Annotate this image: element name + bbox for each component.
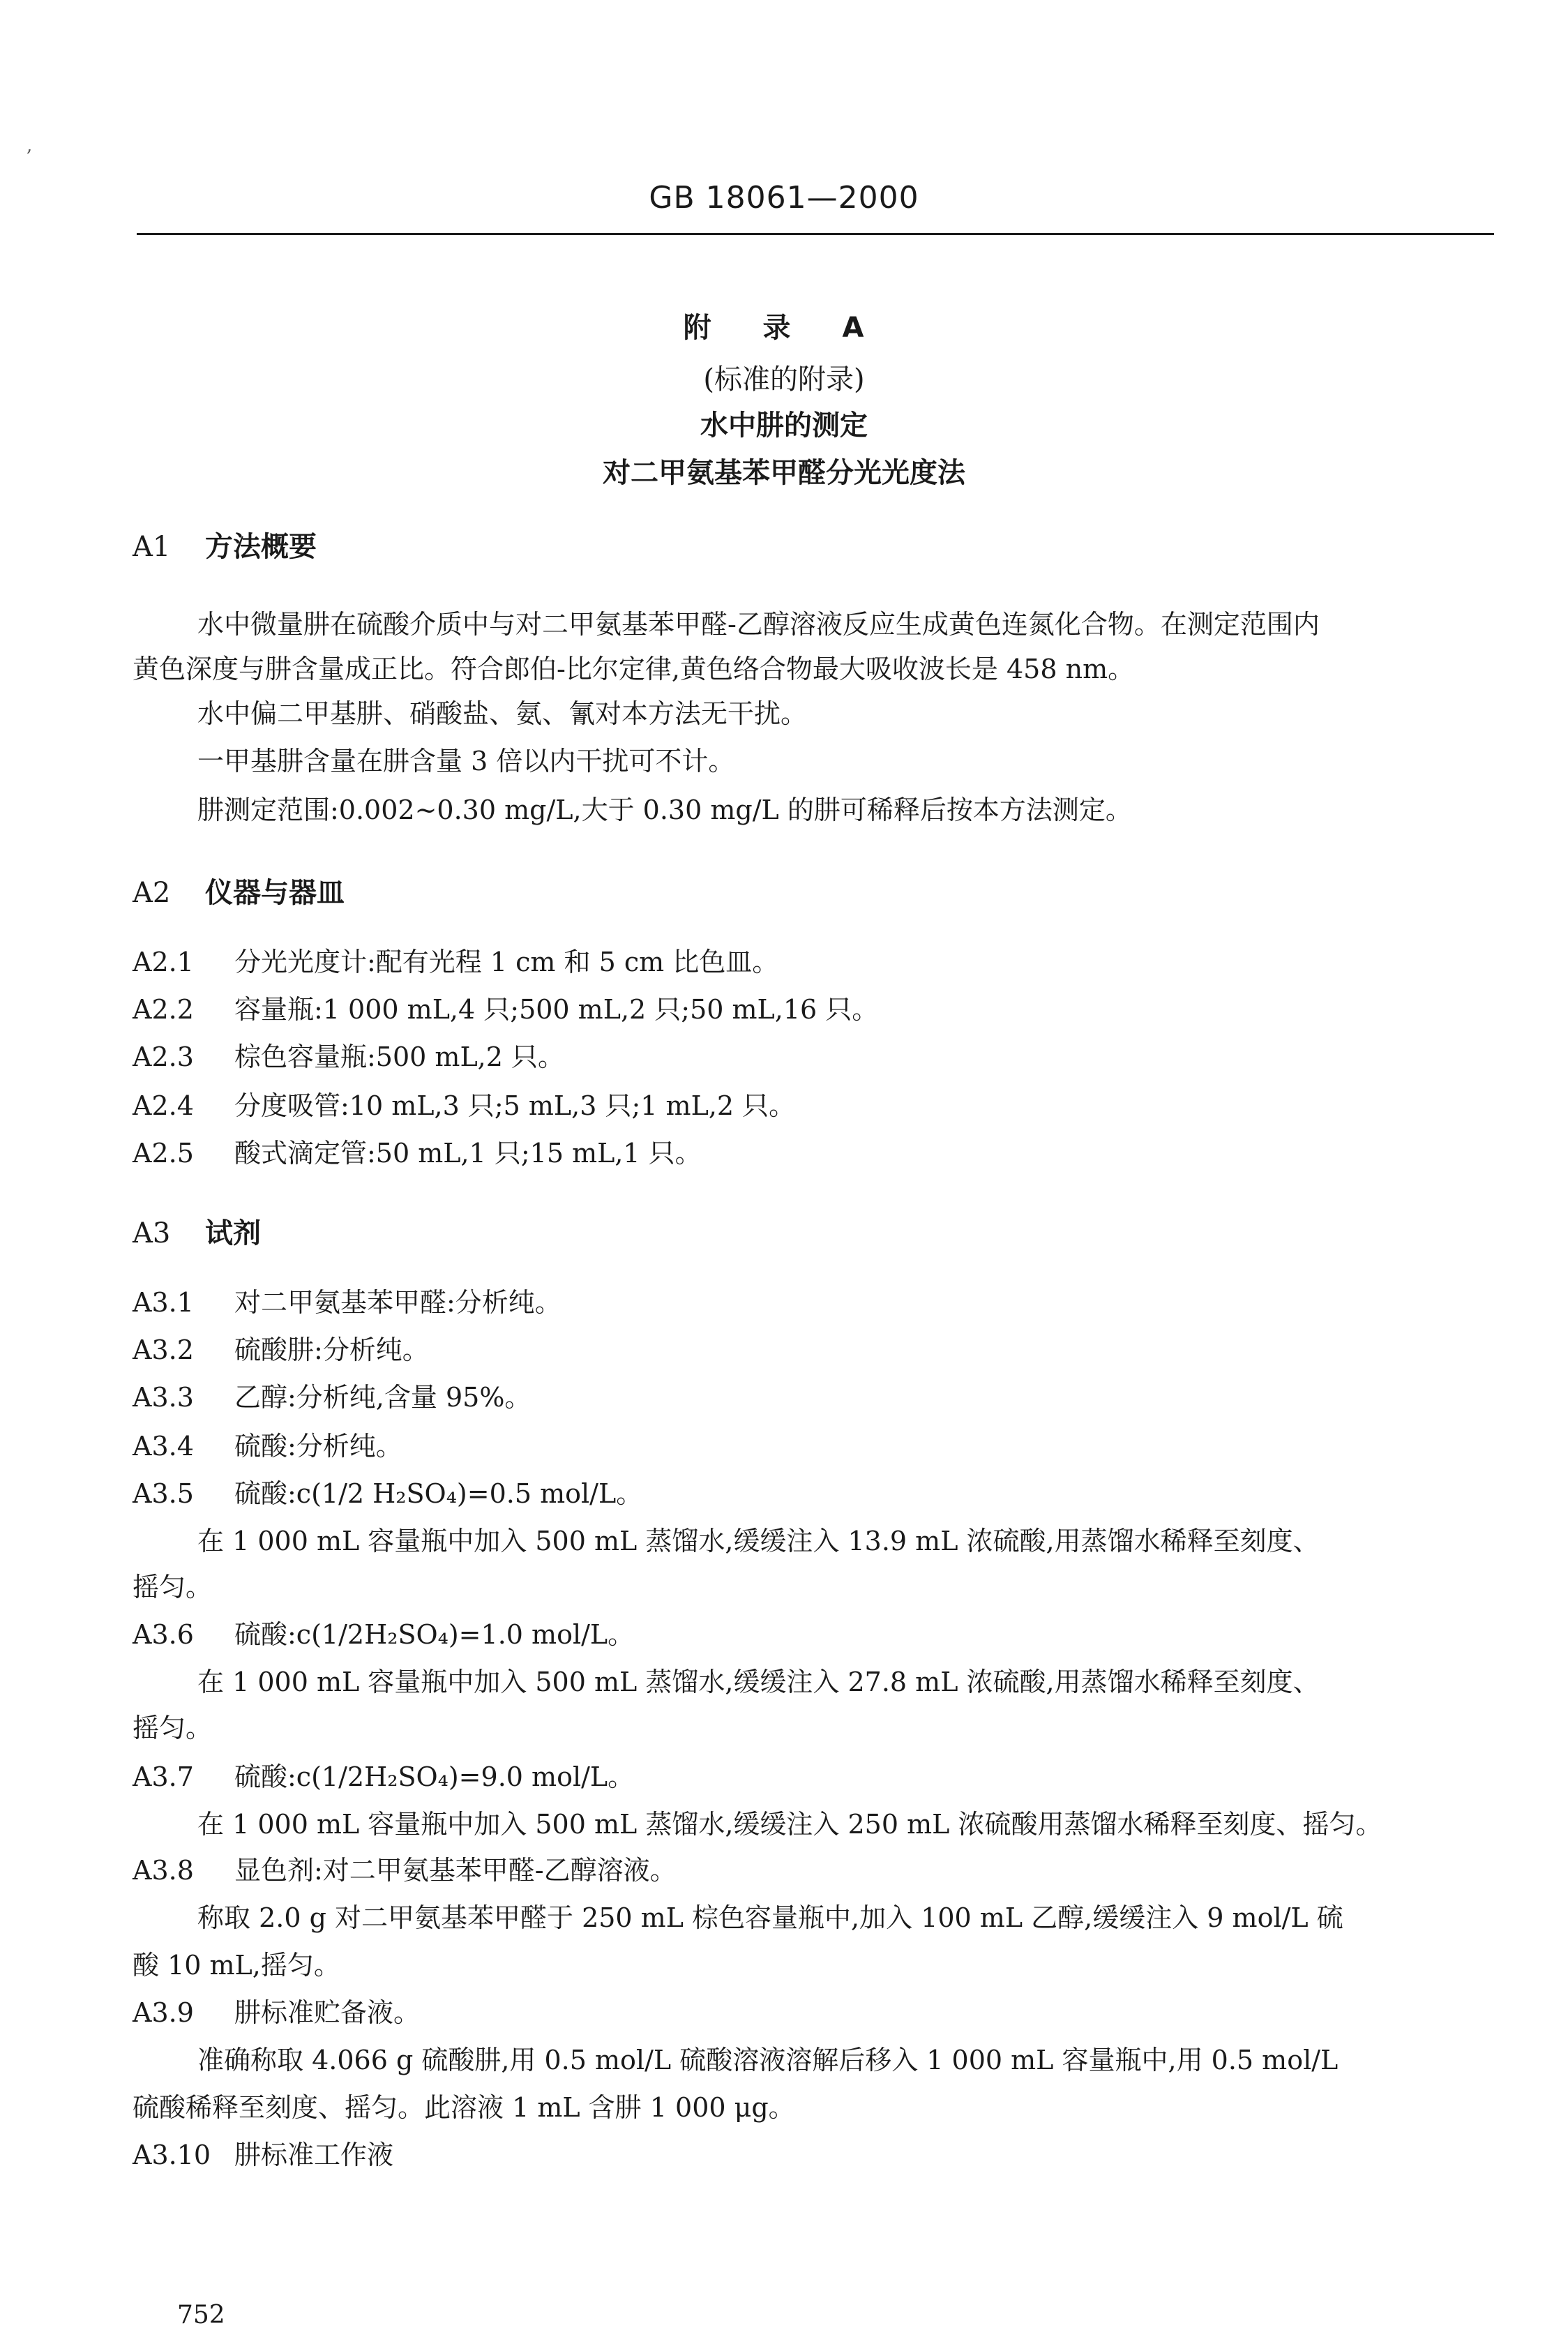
- a3-5-body-line-1: 在 1 000 mL 容量瓶中加入 500 mL 蒸馏水,缓缓注入 13.9 mL 浓硫酸,用蒸馏水稀释至刻度、: [197, 1526, 1320, 1556]
- a3-9-body-line-1: 准确称取 4.066 g 硫酸肼,用 0.5 mol/L 硫酸溶液溶解后移入 1 000 mL 容量瓶中,用 0.5 mol/L: [197, 2045, 1339, 2075]
- list-item: A3.9 肼标准贮备液。: [133, 1997, 421, 2028]
- list-item: A3.8 显色剂:对二甲氨基苯甲醛-乙醇溶液。: [133, 1855, 677, 1886]
- a3-7-body-line-1: 在 1 000 mL 容量瓶中加入 500 mL 蒸馏水,缓缓注入 250 mL 浓硫酸用蒸馏水稀释至刻度、摇匀。: [197, 1809, 1382, 1840]
- a1-paragraph-3: 一甲基肼含量在肼含量 3 倍以内干扰可不计。: [197, 746, 735, 776]
- a1-paragraph-4: 肼测定范围:0.002~0.30 mg/L,大于 0.30 mg/L 的肼可稀释后按本方法测定。: [197, 795, 1132, 825]
- list-item: A3.7 硫酸:c(1/2H₂SO₄)=9.0 mol/L。: [133, 1761, 635, 1792]
- a3-6-body-line-1: 在 1 000 mL 容量瓶中加入 500 mL 蒸馏水,缓缓注入 27.8 mL 浓硫酸,用蒸馏水稀释至刻度、: [197, 1667, 1320, 1697]
- a3-5-body-line-2: 摇匀。: [133, 1572, 213, 1602]
- list-item: A3.6 硫酸:c(1/2H₂SO₄)=1.0 mol/L。: [133, 1619, 635, 1650]
- section-title: 方法概要: [205, 531, 317, 563]
- section-title: 试剂: [205, 1217, 261, 1249]
- header-rule: [137, 233, 1494, 235]
- appendix-title: 附 录 A: [683, 312, 885, 344]
- a1-paragraph-1-line-1: 水中微量肼在硫酸介质中与对二甲氨基苯甲醛-乙醇溶液反应生成黄色连氮化合物。在测定范围内: [197, 609, 1320, 640]
- a1-paragraph-2: 水中偏二甲基肼、硝酸盐、氨、氰对本方法无干扰。: [197, 698, 808, 729]
- appendix-heading-2: 对二甲氨基苯甲醛分光光度法: [603, 457, 965, 489]
- list-item: A2.1 分光光度计:配有光程 1 cm 和 5 cm 比色皿。: [133, 947, 779, 977]
- section-title: 仪器与器皿: [205, 877, 345, 909]
- stray-mark: ,: [27, 135, 33, 156]
- list-item: A3.3 乙醇:分析纯,含量 95%。: [133, 1382, 532, 1413]
- list-item: A3.5 硫酸:c(1/2 H₂SO₄)=0.5 mol/L。: [133, 1478, 643, 1509]
- section-a3-heading: [133, 1211, 261, 1251]
- list-item: A2.2 容量瓶:1 000 mL,4 只;500 mL,2 只;50 mL,16 只。: [133, 994, 879, 1025]
- appendix-subtitle: (标准的附录): [703, 363, 865, 396]
- section-a1-heading: [133, 525, 317, 564]
- list-item: A3.1 对二甲氨基苯甲醛:分析纯。: [133, 1287, 561, 1318]
- page-number: 752: [177, 2301, 225, 2329]
- list-item: A2.3 棕色容量瓶:500 mL,2 只。: [133, 1042, 565, 1072]
- section-number: A3: [133, 1217, 171, 1249]
- list-item: A2.4 分度吸管:10 mL,3 只;5 mL,3 只;1 mL,2 只。: [133, 1090, 796, 1121]
- a3-6-body-line-2: 摇匀。: [133, 1713, 213, 1743]
- section-number: A1: [133, 531, 171, 563]
- list-item: A3.4 硫酸:分析纯。: [133, 1431, 402, 1462]
- a3-8-body-line-1: 称取 2.0 g 对二甲氨基苯甲醛于 250 mL 棕色容量瓶中,加入 100 mL 乙醇,缓缓注入 9 mol/L 硫: [197, 1902, 1343, 1933]
- list-item: A3.10 肼标准工作液: [133, 2140, 394, 2170]
- a3-8-body-line-2: 酸 10 mL,摇匀。: [133, 1950, 340, 1981]
- list-item: A2.5 酸式滴定管:50 mL,1 只;15 mL,1 只。: [133, 1138, 702, 1169]
- section-number: A2: [133, 877, 171, 909]
- list-item: A3.2 硫酸肼:分析纯。: [133, 1335, 429, 1365]
- section-a2-heading: [133, 871, 345, 910]
- a1-paragraph-1-line-2: 黄色深度与肼含量成正比。符合郎伯-比尔定律,黄色络合物最大吸收波长是 458 nm。: [133, 654, 1135, 684]
- standard-code-header: GB 18061—2000: [649, 180, 919, 216]
- a3-9-body-line-2: 硫酸稀释至刻度、摇匀。此溶液 1 mL 含肼 1 000 μg。: [133, 2092, 795, 2123]
- appendix-heading-1: 水中肼的测定: [700, 410, 868, 442]
